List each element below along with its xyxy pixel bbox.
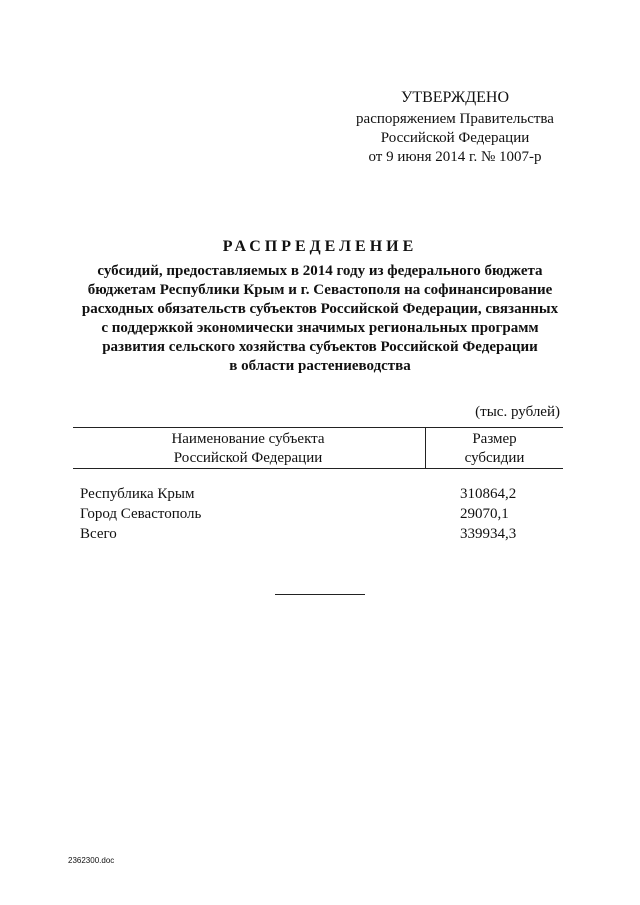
table-header: [73, 427, 563, 469]
table-row: [80, 484, 550, 504]
column-header-name: [73, 430, 423, 468]
row-name: Республика Крым: [80, 486, 195, 502]
file-reference: 2362300.doc: [68, 856, 115, 865]
table-row-total: [80, 524, 550, 544]
document-subtitle: [60, 262, 580, 376]
column-header-line: Российской Федерации: [173, 450, 323, 466]
unit-label: (тыс. рублей): [475, 404, 560, 420]
subtitle-line: субсидий, предоставляемых в 2014 году из федерального бюджета: [97, 263, 543, 279]
subtitle-line: в области растениеводства: [229, 358, 411, 374]
subtitle-line: расходных обязательств субъектов Российской Федерации, связанных: [81, 301, 559, 317]
table-body: [80, 484, 550, 544]
row-name: Город Севастополь: [80, 506, 202, 522]
approval-heading: УТВЕРЖДЕНО: [400, 89, 509, 106]
row-value: 310864,2: [460, 486, 517, 502]
column-header-value: [426, 430, 563, 468]
subtitle-line: бюджетам Республики Крым и г. Севастополя на софинансирование: [87, 282, 553, 298]
approval-line: от 9 июня 2014 г. № 1007-р: [368, 149, 542, 165]
table-row: [80, 504, 550, 524]
row-name: Всего: [80, 526, 117, 542]
column-header-line: Наименование субъекта: [171, 431, 325, 447]
row-value: 339934,3: [460, 526, 517, 542]
approval-stamp: [340, 88, 570, 167]
row-value: 29070,1: [460, 506, 509, 522]
column-header-line: Размер: [472, 431, 517, 447]
column-header-line: субсидии: [464, 450, 525, 466]
end-separator-line: [275, 594, 365, 595]
document-title: РАСПРЕДЕЛЕНИЕ: [222, 238, 418, 255]
approval-line: Российской Федерации: [380, 130, 530, 146]
subtitle-line: развития сельского хозяйства субъектов Российской Федерации: [102, 339, 538, 355]
approval-line: распоряжением Правительства: [356, 111, 554, 127]
document-title-block: [60, 238, 580, 376]
subtitle-line: с поддержкой экономически значимых региональных программ: [101, 320, 539, 336]
